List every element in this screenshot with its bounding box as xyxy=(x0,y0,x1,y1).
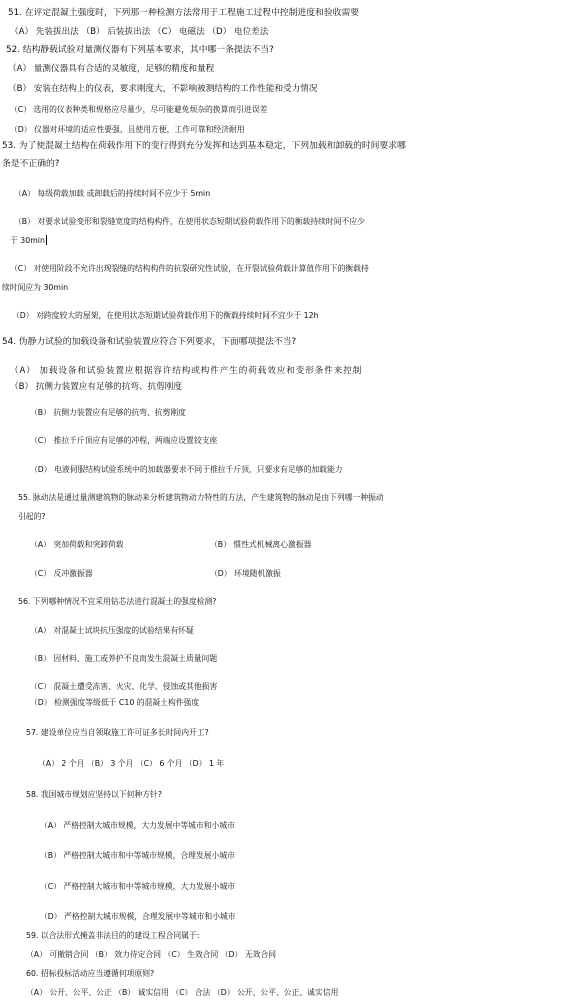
question-60-options: （A） 公开、公平、公正 （B） 诚实信用 （C） 合法 （D） 公开、公平、公正、诚实信用 xyxy=(26,988,339,997)
question-52-option-a: （A） 量测仪器具有合适的灵敏度，足够的精度和量程 xyxy=(8,64,215,74)
question-53-option-b-line2 xyxy=(10,235,47,246)
question-54-option-a: （A） 加载设备和试验装置应根据容许结构或构件产生的荷载效应和变形条件来控制 xyxy=(10,366,363,376)
question-53-stem-line1: 53. 为了使混凝土结构在荷载作用下的变行得到充分发挥和达到基本稳定，下列加载和卸载的时间要求哪 xyxy=(2,141,406,151)
question-55-option-c: （C） 反冲激振器 xyxy=(30,569,93,578)
question-58-option-a: （A） 严格控制大城市规模，大力发展中等城市和小城市 xyxy=(40,821,235,830)
question-58-option-b: （B） 严格控制大城市和中等城市规模，合理发展小城市 xyxy=(40,851,235,860)
question-51-options: （A） 先装拔出法 （B） 后装拔出法 （C） 电磁法 （D） 电位差法 xyxy=(10,27,269,37)
question-56-stem: 56. 下列哪种情况不宜采用钻芯法进行混凝土的强度检测? xyxy=(18,597,217,606)
question-56-option-a: （A） 对混凝土试块抗压强度的试验结果有怀疑 xyxy=(30,626,194,635)
question-56-option-c: （C） 混凝土遭受冻害、火灾、化学、侵蚀或其他损害 xyxy=(30,682,218,691)
question-53-option-c-line2: 续时间应为 30min xyxy=(2,283,69,292)
question-58-option-c: （C） 严格控制大城市和中等城市规模，大力发展小城市 xyxy=(40,882,236,891)
question-54-stem: 54. 伪静力试验的加载设备和试验装置应符合下列要求，下面哪项提法不当? xyxy=(2,337,297,347)
question-58-stem: 58. 我国城市规划应坚持以下何种方针? xyxy=(26,790,162,799)
question-56-option-d: （D） 检测强度等级低于 C10 的混凝土构件强度 xyxy=(30,698,200,707)
question-57-options: （A） 2 个月 （B） 3 个月 （C） 6 个月 （D） 1 年 xyxy=(38,759,225,768)
question-56-option-b: （B） 因材料、施工或养护不良而发生混凝土质量问题 xyxy=(30,654,218,663)
question-57-stem: 57. 建设单位应当自领取施工许可证多长时间内开工? xyxy=(26,728,209,737)
question-52-stem: 52. 结构静载试验对量测仪器有下列基本要求，其中哪一条提法不当? xyxy=(6,45,274,55)
question-59-options: （A） 可撤销合同 （B） 效力待定合同 （C） 生效合同 （D） 无效合同 xyxy=(26,950,276,959)
text-cursor xyxy=(46,235,47,245)
question-55-option-d: （D） 环境随机激振 xyxy=(210,569,281,578)
question-51-stem: 51. 在评定混凝土强度时，下列那一种检测方法常用于工程施工过程中控制进度和验收需要 xyxy=(8,8,360,18)
question-55-option-a: （A） 突加荷载和突卸荷载 xyxy=(30,540,124,549)
question-54-option-b-repeat: （B） 抗侧力装置应有足够的抗弯、抗剪刚度 xyxy=(30,408,186,417)
question-55-stem-line2: 引起的? xyxy=(18,512,46,521)
question-52-option-d: （D） 仪器对环境的适应性要强，且使用方便，工作可靠和经济耐用 xyxy=(10,125,245,134)
question-52-option-c: （C） 选用的仪表种类和规格应尽量少，尽可能避免烦杂的换算而引进误差 xyxy=(10,105,268,114)
question-55-option-b: （B） 惯性式机械离心激振器 xyxy=(210,540,312,549)
question-54-option-c: （C） 推拉千斤顶应有足够的冲程，两端应设置铰支座 xyxy=(30,436,218,445)
question-52-option-b: （B） 安装在结构上的仪表，要求刚度大，不影响被测结构的工作性能和受力情况 xyxy=(8,84,318,94)
question-59-stem: 59. 以合法形式掩盖非法目的的建设工程合同属于: xyxy=(26,931,200,940)
question-60-stem: 60. 招标投标活动应当遵循何项原则? xyxy=(26,969,155,978)
question-53-option-c-line1: （C） 对使用阶段不允许出现裂缝的结构构件的抗裂研究性试验，在开裂试验荷载计算值作用下的衡载持 xyxy=(10,264,369,273)
question-58-option-d: （D） 严格控制大城市规模，合理发展中等城市和小城市 xyxy=(40,912,236,921)
question-53-stem-line2: 条是不正确的? xyxy=(2,159,60,169)
question-54-option-d: （D） 电液伺服结构试验系统中的加载器要求不同于推拉千斤顶，只要求有足够的加载能力 xyxy=(30,465,343,474)
question-55-stem-line1: 55. 脉动法是通过量测建筑物的脉动来分析建筑物动力特性的方法，产生建筑物的脉动是由下列哪一种振动 xyxy=(18,493,384,502)
question-54-option-b: （B） 抗侧力装置应有足够的抗弯、抗剪刚度 xyxy=(10,382,182,392)
question-53-option-b-line2-text: 于 30min xyxy=(10,236,45,245)
question-53-option-b-line1: （B） 对要求试验变形和裂缝宽度的结构构件，在使用状态短期试验荷载作用下的衡载持续时间不应少 xyxy=(14,217,365,226)
question-53-option-d: （D） 对跨度较大的屋架，在使用状态短期试验荷载作用下的衡载持续时间不宜少于 12h xyxy=(12,311,319,320)
question-53-option-a: （A） 每级荷载加载 或卸载后的持续时间不应少于 5min xyxy=(14,189,211,198)
